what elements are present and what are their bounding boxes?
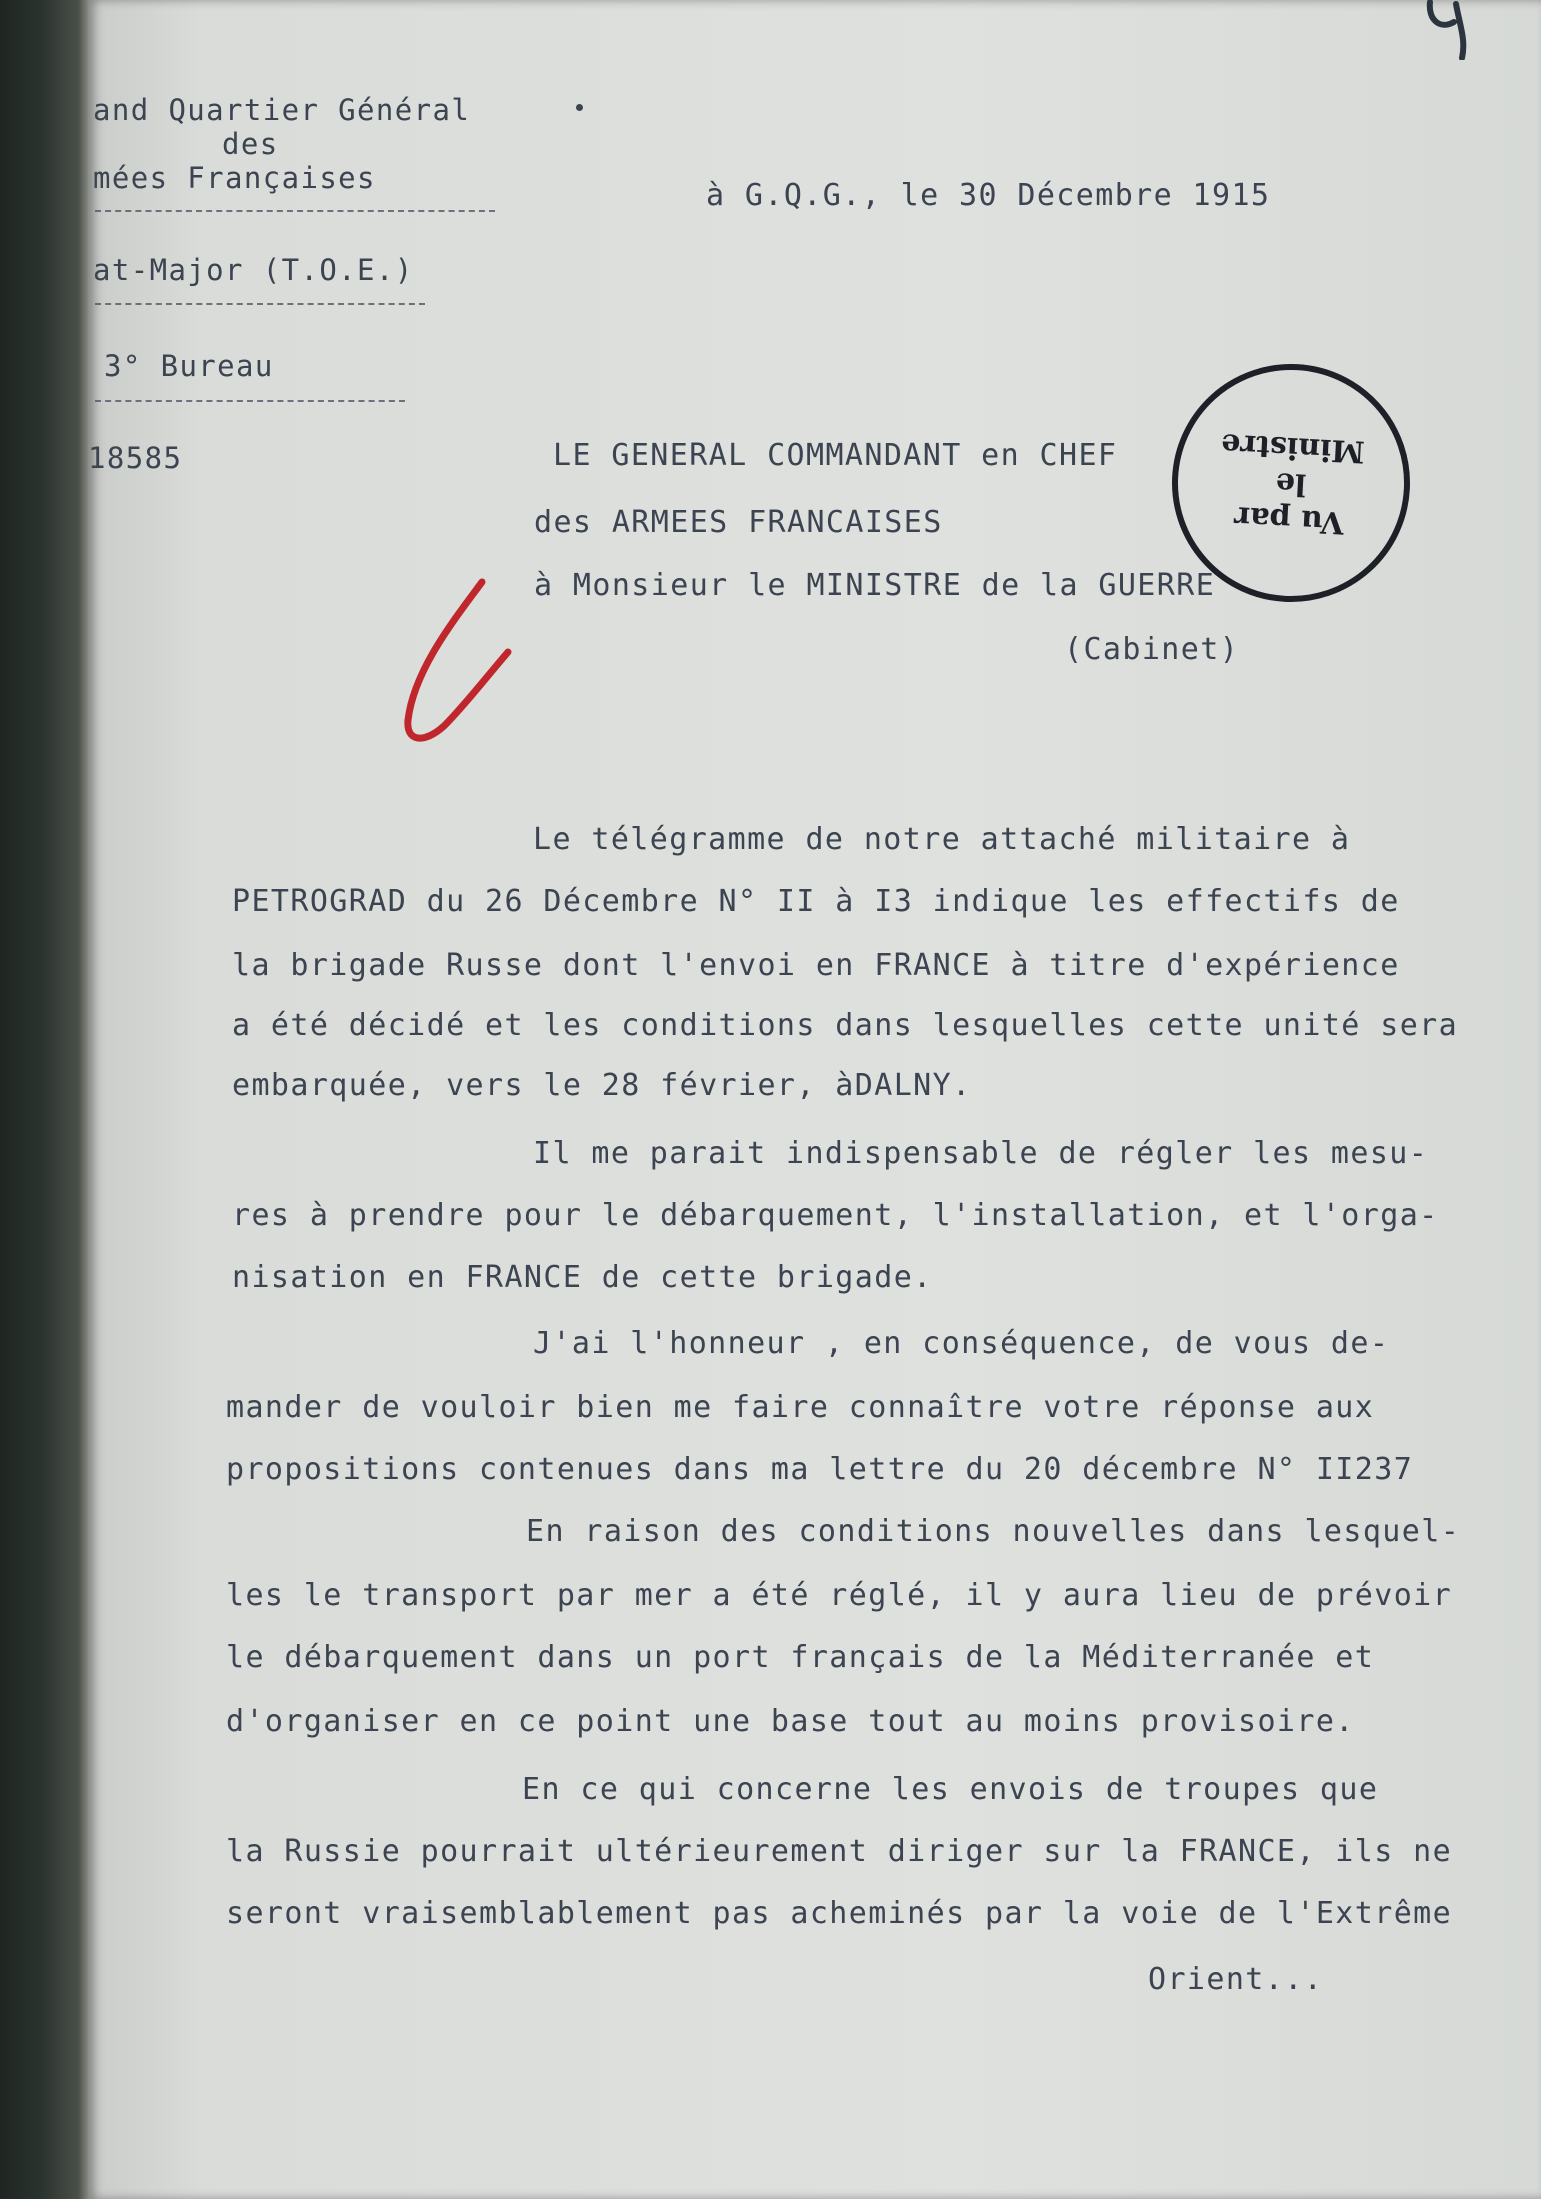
header-number: 18585	[88, 441, 183, 475]
body-line: a été décidé et les conditions dans lesquelles cette unité sera	[232, 1008, 1459, 1043]
book-binding	[0, 0, 92, 2199]
corner-pencil-mark	[1410, 0, 1490, 60]
body-line: la brigade Russe dont l'envoi en FRANCE à titre d'expérience	[232, 948, 1400, 983]
body-line: embarquée, vers le 28 février, àDALNY.	[232, 1068, 972, 1103]
header-des-line: des	[222, 127, 279, 161]
body-line: Le télégramme de notre attaché militaire à	[533, 822, 1351, 857]
body-line: PETROGRAD du 26 Décembre N° II à I3 indique les effectifs de	[232, 884, 1400, 919]
body-line: res à prendre pour le débarquement, l'installation, et l'orga-	[232, 1198, 1439, 1233]
sender-line-2: des ARMEES FRANCAISES	[534, 505, 943, 540]
body-line: En raison des conditions nouvelles dans lesquel-	[526, 1514, 1461, 1549]
body-line: Il me parait indispensable de régler les mesu-	[533, 1136, 1429, 1171]
header-rule-3	[95, 400, 405, 402]
stamp-line-1: Vu par	[1233, 499, 1345, 540]
sender-line-1: LE GENERAL COMMANDANT en CHEF	[553, 438, 1118, 473]
header-armies-line: mées Françaises	[93, 161, 376, 195]
header-rule-2	[95, 303, 425, 305]
body-line: la Russie pourrait ultérieurement diriger sur la FRANCE, ils ne	[226, 1834, 1453, 1869]
red-pencil-check-mark	[384, 560, 514, 750]
body-line: seront vraisemblablement pas acheminés par la voie de l'Extrême	[226, 1896, 1453, 1931]
recipient-line: à Monsieur le MINISTRE de la GUERRE	[534, 568, 1216, 603]
recipient-office: (Cabinet)	[1064, 632, 1240, 667]
header-bureau-line: 3° Bureau	[104, 349, 274, 383]
body-line: d'organiser en ce point une base tout au moins provisoire.	[226, 1704, 1355, 1739]
body-line: J'ai l'honneur , en conséquence, de vous de-	[533, 1326, 1390, 1361]
stamp-line-3: Ministre	[1220, 426, 1366, 469]
header-rule-1	[95, 210, 495, 212]
body-line: En ce qui concerne les envois de troupes que	[522, 1772, 1379, 1807]
stamp-line-2: le	[1274, 465, 1308, 502]
body-line: propositions contenues dans ma lettre du 20 décembre N° II237	[226, 1452, 1414, 1487]
place-date: à G.Q.G., le 30 Décembre 1915	[706, 178, 1271, 213]
body-line: Orient...	[1148, 1962, 1324, 1997]
ink-dot	[576, 104, 583, 111]
header-hq-line: and Quartier Général	[93, 93, 471, 127]
body-line: les le transport par mer a été réglé, il y aura lieu de prévoir	[226, 1578, 1453, 1613]
body-line: le débarquement dans un port français de la Méditerranée et	[226, 1640, 1375, 1675]
body-line: nisation en FRANCE de cette brigade.	[232, 1260, 933, 1295]
header-staff-line: at-Major (T.O.E.)	[93, 253, 414, 287]
body-line: mander de vouloir bien me faire connaître votre réponse aux	[226, 1390, 1375, 1425]
